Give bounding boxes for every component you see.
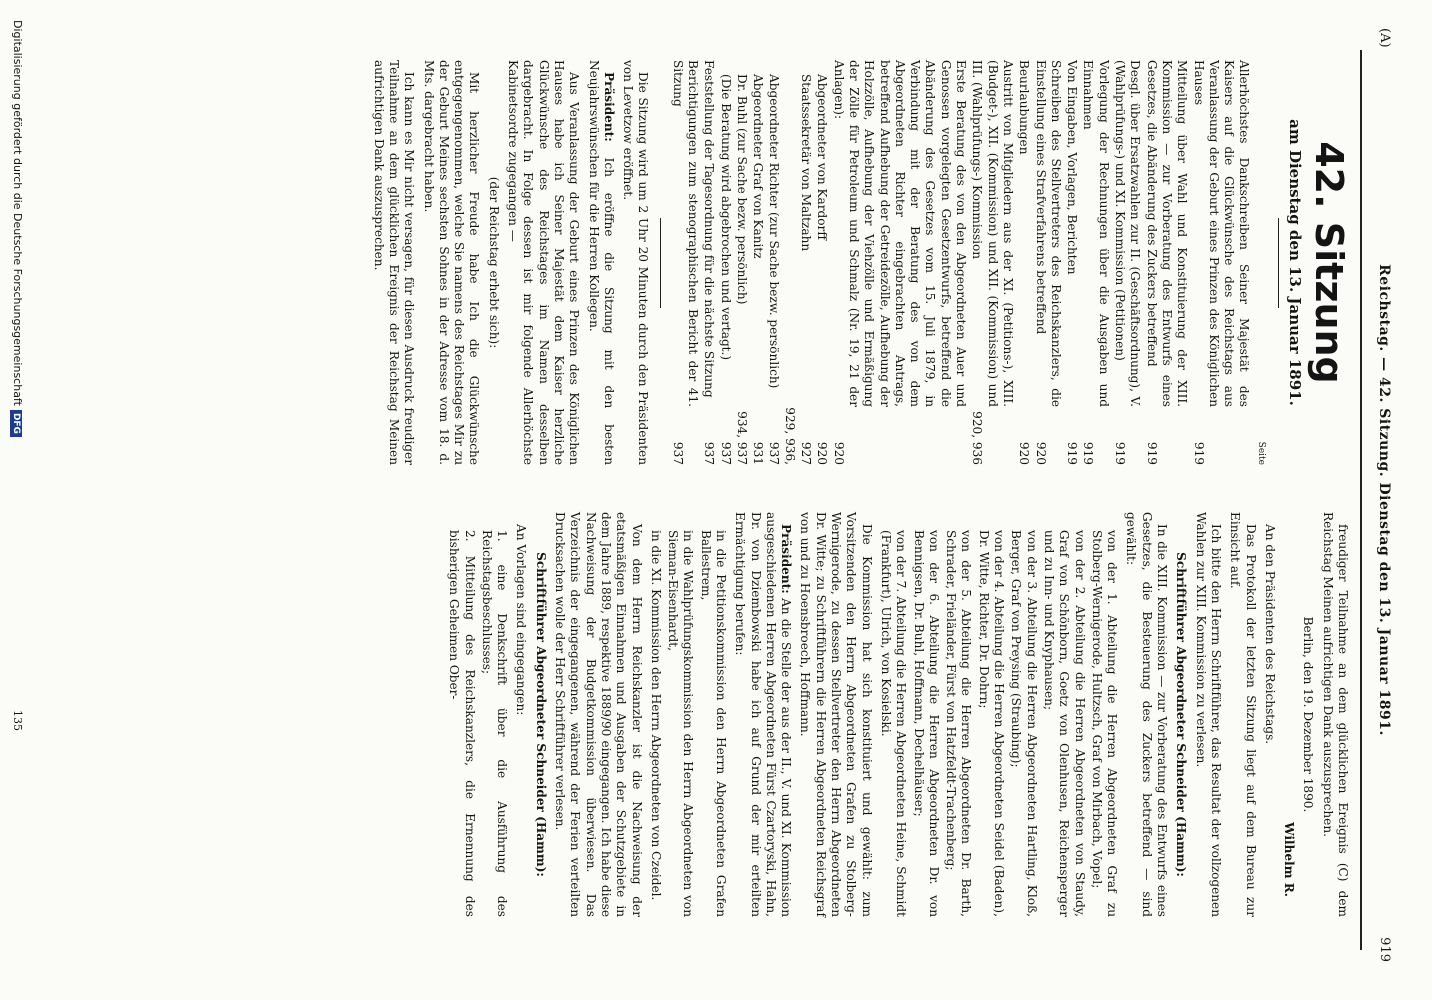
footer-text: Digitalisierung gefördert durch die Deutsche Forschungsgemeinschaft (11, 20, 24, 406)
toc-entry-text: Erste Beratung des von den Abgeordneten Auer und Genossen vorgelegten Gesetzentwurfs, betreffend die Abänderung des Gesetzes vom 15. Juli 1879, in Verbindung mit der Beratung des von dem Abgeordneten Richter eingebrachten Antrags, betreffend Aufhebung der Getreidezölle, Aufhebung der Holzzölle, Aufhebung der Viehzölle und Ermäßigung der Zölle für Petroleum und Schmalz (Nr. 19, 21 der Anlagen): (831, 60, 969, 407)
toc-entry (1080, 60, 1111, 465)
page-number: 919 (1377, 937, 1392, 962)
member-list (878, 512, 1119, 917)
toc-entry-page: 919 (1144, 441, 1159, 465)
toc-entry (1064, 60, 1079, 465)
speaker-label: Schriftführer Abgeordneter Schneider (Hamm): (1174, 552, 1189, 877)
opening-text: Die Sitzung wird um 2 Uhr 20 Minuten durch den Präsidenten von Levetzow eröffnet. (621, 60, 651, 465)
letter-paragraph: Ich kann es Mir nicht versagen, für diesen Ausdruck freudiger Teilnahme an dem glücklichen Ereignis der Reichstag Meinen aufrichtigen Dank auszusprechen. (371, 60, 417, 465)
toc-entry (701, 60, 716, 465)
letter-end: freudiger Teilnahme an dem glücklichen Ereignis (C) dem Reichstag Meinen aufrichtigen Dank auszusprechen. (1320, 512, 1350, 917)
request-text: Ich bitte den Herrn Schriftführer, das Resultat der vollzogenen Wahlen zur XIII. Kommission zu verlesen. (1193, 512, 1223, 917)
toc-entry-page: 919 (1191, 441, 1206, 465)
letter-paragraph: Mit herzlicher Freude habe Ich die Glückwünsche entgegengenommen, welche Sie namens des Reichstages Mir zu der Geburt Meines sechsten Sohnes in der Adresse vom 18. d. Mts. dargebracht haben. (421, 60, 482, 465)
member-entry: von der 2. Abteilung die Herren Abgeordneten von Staudy, Graf von Schönborn, Goetz von Olenhusen, Reichensperger und zu Inn- und Knyphausen; (1041, 530, 1087, 917)
appointment-list (648, 512, 728, 917)
member-entry: von der 1. Abteilung die Herren Abgeordneten Graf zu Stolberg-Wernigerode, Hultzsch, Graf von Mirbach, Vopel; (1089, 530, 1120, 917)
toc-entry-text: Staatssekretär von Maltzahn (799, 74, 814, 252)
address-line: An den Präsidenten des Reichstags. (1262, 524, 1277, 745)
constituted-text: Die Kommission hat sich konstituiert und gewählt: zum Vorsitzenden den Herrn Abgeordneten Grafen zu Stolberg-Wernigerode, zu dessen Stellvertreter den Herrn Abgeordneten Dr. Witte; zu Schriftführern die Herren Abgeordneten Reichsgraf von und zu Hoensbroech, Hoffmann. (798, 512, 874, 917)
president-speech: Präsident: Ich eröffne die Sitzung mit den besten Neujahrswünschen für die Herren Kollegen. (586, 60, 616, 465)
divider (660, 218, 661, 308)
margin-marker: (A) (1377, 28, 1392, 48)
toc-entry-text: Von Eingaben, Vorlagen, Berichten (1065, 60, 1080, 275)
member-entry: von der 5. Abteilung die Herren Abgeordneten Dr. Barth, Schrader, Frieländer, Fürst von Hatzfeldt-Trachenberg; (944, 530, 974, 917)
toc-entry-page: 934, 937 (734, 411, 749, 465)
accounts-text: Von dem Herrn Reichskanzler ist die Nachweisung der etatsmäßigen Einnahmen und Ausgaben der Schutzgebiete in dem Jahre 1889, respektive 1889/90 eingegangen. Ich habe diese Nachweisung der Budgetkommission überwiesen. Das Verzeichnis der eingegangenen, während der Ferien verteilten Drucksachen wolle der Herr Schriftführer verlesen. (553, 512, 644, 917)
divider (1278, 218, 1279, 308)
toc-entry-text: Austritt von Mitgliedern aus der XI. (Petitions-), XIII. (Budget-), XII. (Kommission) und XII. (Kommission) und III. (Wahlprüfungs-) Kommission (970, 60, 1015, 407)
commission-intro: In die XIII. Kommission — zur Vorberatung des Entwurfs eines Gesetzes, die Besteuerung des Zuckers betreffend — sind gewählt: (1124, 512, 1170, 917)
funding-footer (10, 20, 24, 437)
toc-entry (1190, 60, 1251, 465)
toc-entry-page: 919 (1081, 441, 1096, 465)
member-entry: von der 7. Abteilung die Herren Abgeordneten Heine, Schmidt (Frankfurt), Ulrich, von Kosielski. (878, 530, 909, 917)
toc-entry (1112, 60, 1143, 465)
member-entry: von der 3. Abteilung die Herren Abgeordneten Hartling, Kloß, Berger, Graf von Preysing (Straubing); (1009, 530, 1039, 917)
header-title: Reichstag. — 42. Sitzung. Dienstag den 13. Januar 1891. (1376, 264, 1392, 736)
toc-entry (1016, 60, 1031, 465)
toc-entry-page: 920 (831, 441, 846, 465)
toc-entry-page: 937 (718, 441, 733, 465)
toc-entry (669, 60, 700, 465)
presented-list (446, 512, 509, 917)
toc-entry-text: Schreiben des Stellvertreters des Reichskanzlers, die Einstellung eines Strafverfahrens betreffend (1033, 60, 1063, 407)
stage-direction: (der Reichstag erhebt sich): (486, 176, 501, 349)
toc-entry (750, 60, 765, 465)
appointment-entry: in die Wahlprüfungskommission den Herrn Abgeordneten von Sieman-Eisenhardt, (666, 530, 696, 917)
toc-entry-text: Dr. Buhl (zur Sache bezw. persönlich) (734, 74, 749, 305)
toc-entry-text: Feststellung der Tagesordnung für die nächste Sitzung (702, 60, 717, 398)
toc-entry (734, 60, 749, 465)
right-column (442, 512, 1350, 917)
toc-entry (830, 60, 968, 465)
toc-entry-page: 920 (1017, 441, 1032, 465)
toc-entry-text: Abgeordneter Graf von Kanitz (751, 74, 766, 259)
appointment-entry: in die Petitionskommission den Herrn Abgeordneten Grafen Ballestrem, (698, 530, 729, 917)
toc-entry-page: 920, 936 (970, 411, 985, 465)
toc-entry (969, 60, 1015, 465)
toc-entry-text: Allerhöchstes Dankschreiben Seiner Majestät des Kaisers auf die Glückwünsche des Reichstags aus Veranlassung der Geburt eines Prinzen des Königlichen Hauses (1191, 60, 1252, 407)
toc-entry (766, 60, 797, 465)
toc-entry-page: 931 (751, 441, 766, 465)
toc-entry-text: Mitteilung über Wahl und Konstituierung der XIII. Kommission — zur Vorberatung des Entwurfs eines Gesetzes, die Abänderung des Zuckers betreffend (1144, 60, 1190, 407)
toc-entry-text: Abgeordneter Richter (zur Sache bezw. persönlich) (767, 74, 782, 389)
toc-entry-page: 927 (799, 441, 814, 465)
header-rule (1360, 50, 1362, 950)
protocol-text: Das Protokoll der letzten Sitzung liegt auf dem Bureau zur Einsicht auf. (1228, 512, 1258, 917)
session-heading: 42. Sitzung (1307, 141, 1351, 384)
toc-entry-text: Berichtigungen zum stenographischen Bericht der 41. Sitzung (670, 60, 701, 407)
toc-entry-text: (Die Beratung wird abgebrochen und vertagt.) (718, 74, 733, 361)
toc-entry (798, 60, 813, 465)
appointment-entry: in die XI. Kommission den Herrn Abgeordneten von Czeidel. (648, 530, 663, 901)
toc-entry-text: Abgeordneter von Kardorff (815, 74, 830, 240)
toc-entry (717, 60, 732, 465)
toc-entry (1032, 60, 1063, 465)
member-entry: von der 4. Abteilung die Herren Abgeordneten Seidel (Baden), Dr. Witte, Richter, Dr. Dohrn; (976, 530, 1007, 917)
toc-entry (814, 60, 829, 465)
left-column (366, 60, 1350, 465)
folio-number: 135 (11, 710, 24, 731)
toc-entry-text: Beurlaubungen (1017, 60, 1032, 155)
president-speech: Präsident: An die Stelle der aus der II., V. und XI. Kommission ausgeschiedenen Herren Abgeordneten Fürst Czartoryski, Hahn, Dr. von Dziembowski habe ich auf Grund der mir erteilten Ermächtigung berufen: (733, 512, 794, 917)
presented-entry: 1. eine Denkschrift über die Ausführung des Reichstagsbeschlusses; (479, 530, 510, 917)
presented-entry: 2. Mitteilung des Reichskanzlers, die Ernennung des bisherigen Geheimen Ober- (447, 530, 477, 917)
toc-entry-text: Desgl. über Ersatzwahlen zur II. (Geschäftsordnung), V. (Wahlprüfungs-) und XI. Kommission (Petitionen) (1113, 60, 1143, 407)
place-date: Berlin, den 19. Dezember 1890. (1301, 616, 1316, 813)
seite-label: Seite (1255, 441, 1266, 465)
speaker-label: Präsident: (601, 72, 616, 142)
toc-entry-page: 937 (702, 441, 717, 465)
president-speech: Aus Veranlassung der Geburt eines Prinzen des Königlichen Hauses habe ich Seiner Majestät dem Kaiser herzliche Glückwünsche des Reichstages im Namen desselben dargebracht. In Folge dessen ist mir folgende Allerhöchste Kabinetsordre zugegangen — (506, 60, 582, 465)
speaker-label: Schriftführer Abgeordneter Schneider (Hamm): (533, 552, 548, 877)
toc-entry-page: 937 (670, 441, 685, 465)
running-header (1364, 30, 1392, 960)
toc-entry-page: 920 (815, 441, 830, 465)
dfg-logo: DFG (10, 410, 22, 437)
toc-entry-page: 919 (1065, 441, 1080, 465)
toc-entry-page: 920 (1033, 441, 1048, 465)
session-date: am Dienstag den 13. Januar 1891. (1286, 119, 1304, 406)
member-entry: von der 6. Abteilung die Herren Abgeordneten Dr. von Bennigsen, Dr. Buhl, Hoffmann, Dechelhäuser; (911, 530, 941, 917)
signature: Wilhelm R. (1282, 822, 1297, 897)
presented-text: An Vorlagen sind eingegangen: (514, 524, 529, 716)
toc-entry (1143, 60, 1189, 465)
table-of-contents (669, 60, 1251, 465)
toc-entry-page: 929, 936, 937 (767, 407, 797, 465)
toc-entry-text: Vorlegung der Rechnungen über die Ausgaben und Einnahmen (1081, 60, 1111, 407)
toc-entry-page: 919 (1113, 441, 1128, 465)
